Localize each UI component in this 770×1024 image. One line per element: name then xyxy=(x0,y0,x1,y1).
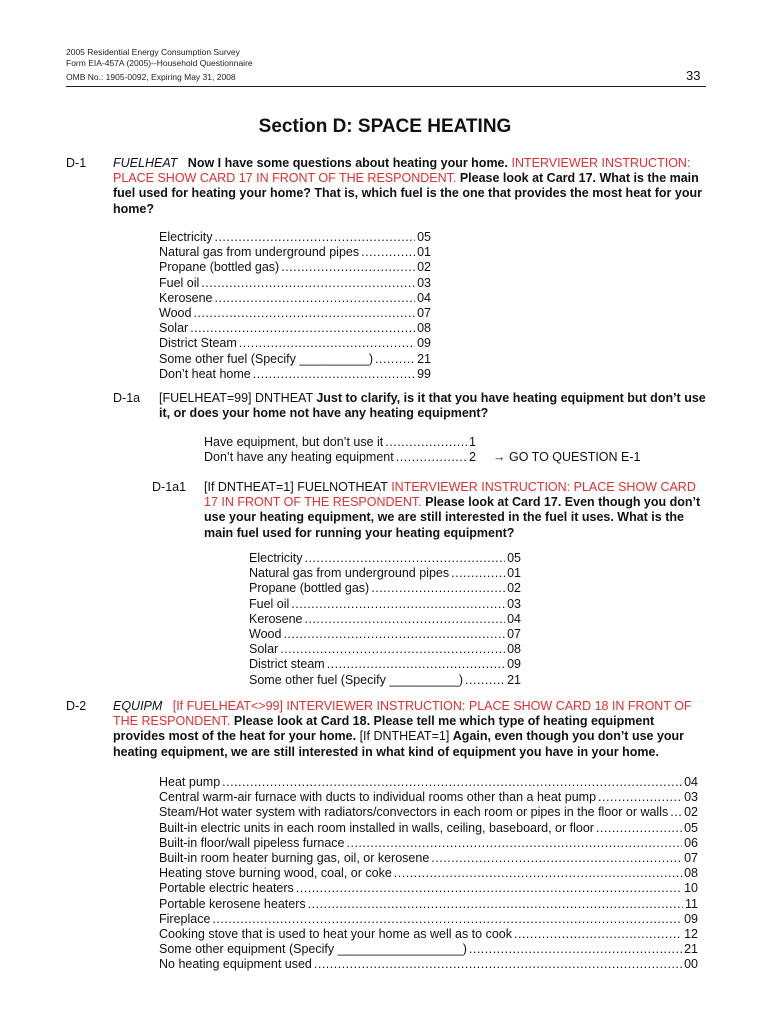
question-text: Please look at Card 18. Please tell me which type of heating equipment provides most of the heat for your home. xyxy=(113,714,655,744)
d1a1-options xyxy=(249,551,521,688)
form-id: Form EIA-457A (2005)--Household Questionnaire xyxy=(66,58,253,68)
dot-leader xyxy=(598,790,682,805)
answer-option xyxy=(159,912,698,927)
answer-option xyxy=(249,673,521,688)
option-code: 21 xyxy=(417,351,431,366)
var-name: [FUELHEAT=99] DNTHEAT xyxy=(159,391,313,405)
option-label: Wood xyxy=(159,306,192,321)
question-id-d1a1: D-1a1 xyxy=(152,480,187,494)
dot-leader xyxy=(193,306,415,321)
dot-leader xyxy=(514,927,682,942)
question-text: Please look at Card 17. Even though you don’t use your heating equipment, we are still interested in the fuel it uses. What is the main fuel used for running your heating equipment? xyxy=(204,495,701,540)
option-label: Built-in electric units in each room installed in walls, ceiling, baseboard, or floor xyxy=(159,820,594,835)
answer-option xyxy=(204,435,476,450)
option-label: Electricity xyxy=(159,230,213,244)
option-code: 21 xyxy=(684,942,698,957)
option-code: 08 xyxy=(507,642,521,657)
answer-option xyxy=(159,336,431,351)
dot-leader xyxy=(291,597,505,612)
answer-option xyxy=(249,597,521,612)
answer-option xyxy=(159,230,431,245)
condition: [If DNTHEAT=1] xyxy=(359,729,450,744)
var-name: [If DNTHEAT=1] FUELNOTHEAT xyxy=(204,480,388,494)
d1a-options xyxy=(204,435,476,465)
dot-leader xyxy=(308,897,683,912)
dot-leader xyxy=(201,276,415,291)
header-rule xyxy=(66,86,706,87)
option-label: Natural gas from underground pipes xyxy=(159,245,360,260)
dot-leader xyxy=(596,821,682,836)
option-code: 04 xyxy=(684,775,698,789)
question-d1a1-text xyxy=(204,480,707,541)
question-d1-text xyxy=(113,156,708,217)
dot-leader xyxy=(451,566,505,581)
option-label: Wood xyxy=(249,627,282,642)
option-label: Portable electric heaters xyxy=(159,881,294,896)
dot-leader xyxy=(215,291,416,306)
option-label: Some other equipment (Specify __________________) xyxy=(159,942,467,957)
question-text: Please look at Card 17. What is the main fuel used for heating your home? That is, which fuel is the one that provides the most heat for your home? xyxy=(113,171,702,216)
answer-option xyxy=(204,450,476,465)
option-code: 21 xyxy=(507,672,521,687)
option-label: Fireplace xyxy=(159,911,211,926)
question-d1a-text xyxy=(159,391,707,421)
answer-option xyxy=(159,321,431,336)
option-label: Propane (bottled gas) xyxy=(159,260,280,275)
option-label: Cooking stove that is used to heat your home as well as to cook xyxy=(159,927,512,942)
question-id-d2: D-2 xyxy=(66,699,87,713)
option-code: 02 xyxy=(507,581,521,596)
answer-option xyxy=(159,851,698,866)
option-label: Natural gas from underground pipes xyxy=(249,566,450,581)
skip-instruction: → GO TO QUESTION E-1 xyxy=(493,450,641,464)
dot-leader xyxy=(283,627,505,642)
option-code: 11 xyxy=(685,896,698,911)
dot-leader xyxy=(347,836,683,851)
interviewer-instruction: [If FUELHEAT<>99] INTERVIEWER INSTRUCTION: PLACE SHOW CARD 18 IN FRONT OF THE RESPONDENT. xyxy=(113,699,692,729)
answer-option xyxy=(159,352,431,367)
option-label: Propane (bottled gas) xyxy=(249,581,370,596)
option-label: Kerosene xyxy=(249,611,303,626)
option-label: Central warm-air furnace with ducts to individual rooms other than a heat pump xyxy=(159,790,597,805)
dot-leader xyxy=(327,657,505,672)
option-label: Built-in floor/wall pipeless furnace xyxy=(159,835,345,850)
question-text: Again, even though you don’t use your heating equipment, we are still interested in what kind of equipment you have in your home. xyxy=(113,729,685,759)
option-label: District Steam xyxy=(159,336,237,351)
answer-option xyxy=(159,805,698,820)
d2-options xyxy=(159,775,698,973)
dot-leader xyxy=(361,245,415,260)
option-code: 07 xyxy=(417,306,431,321)
answer-option xyxy=(159,821,698,836)
option-label: Steam/Hot water system with radiators/convectors in each room or pipes in the floor or walls xyxy=(159,805,669,820)
option-label: Don’t have any heating equipment xyxy=(204,450,394,465)
option-code: 01 xyxy=(417,245,431,260)
dot-leader xyxy=(222,775,682,790)
dot-leader xyxy=(670,805,682,820)
answer-option xyxy=(249,566,521,581)
dot-leader xyxy=(375,352,415,367)
section-title: Section D: SPACE HEATING xyxy=(258,116,512,137)
option-code: 09 xyxy=(684,911,698,926)
option-label: Portable kerosene heaters xyxy=(159,896,306,911)
dot-leader xyxy=(465,673,505,688)
option-label: Heat pump xyxy=(159,775,221,789)
dot-leader xyxy=(314,957,682,972)
dot-leader xyxy=(394,866,682,881)
dot-leader xyxy=(385,435,467,450)
question-d2-text xyxy=(113,699,708,760)
answer-option xyxy=(249,551,521,566)
dot-leader xyxy=(305,612,506,627)
dot-leader xyxy=(212,912,682,927)
option-label: Solar xyxy=(159,321,189,336)
option-code: 99 xyxy=(417,366,431,381)
answer-option xyxy=(159,245,431,260)
option-label: Some other fuel (Specify __________) xyxy=(159,351,374,366)
option-label: Heating stove burning wood, coal, or coke xyxy=(159,866,392,881)
option-code: 06 xyxy=(684,835,698,850)
dot-leader xyxy=(239,336,415,351)
answer-option xyxy=(159,790,698,805)
dot-leader xyxy=(281,260,415,275)
page-number: 33 xyxy=(686,68,701,83)
answer-option xyxy=(249,627,521,642)
interviewer-instruction: INTERVIEWER INSTRUCTION: PLACE SHOW CARD 17 IN FRONT OF THE RESPONDENT. xyxy=(113,156,691,186)
option-code: 08 xyxy=(684,866,698,881)
answer-option xyxy=(159,866,698,881)
option-label: Electricity xyxy=(249,551,303,565)
answer-option xyxy=(159,291,431,306)
option-code: 00 xyxy=(684,957,698,972)
omb-number: OMB No.: 1905-0092, Expiring May 31, 2008 xyxy=(66,72,236,82)
option-code: 10 xyxy=(684,881,698,896)
dot-leader xyxy=(371,581,505,596)
option-code: 1 xyxy=(469,435,476,449)
option-code: 02 xyxy=(684,805,698,820)
option-code: 03 xyxy=(507,596,521,611)
interviewer-instruction: INTERVIEWER INSTRUCTION: PLACE SHOW CARD 17 IN FRONT OF THE RESPONDENT. xyxy=(204,480,696,510)
var-name: EQUIPM xyxy=(113,699,163,713)
option-code: 04 xyxy=(507,611,521,626)
answer-option xyxy=(159,276,431,291)
option-label: Some other fuel (Specify __________) xyxy=(249,672,464,687)
dot-leader xyxy=(431,851,682,866)
dot-leader xyxy=(304,551,505,566)
answer-option xyxy=(159,957,698,972)
question-text: Just to clarify, is it that you have heating equipment but don’t use it, or does your home not have any heating equipment? xyxy=(159,391,706,421)
answer-option xyxy=(249,642,521,657)
answer-option xyxy=(159,306,431,321)
survey-title: 2005 Residential Energy Consumption Survey xyxy=(66,47,240,57)
option-code: 05 xyxy=(684,820,698,835)
dot-leader xyxy=(469,942,682,957)
answer-option xyxy=(159,367,431,382)
option-code: 05 xyxy=(417,230,431,244)
option-code: 05 xyxy=(507,551,521,565)
option-code: 03 xyxy=(684,790,698,805)
dot-leader xyxy=(214,230,415,245)
option-code: 04 xyxy=(417,290,431,305)
dot-leader xyxy=(280,642,505,657)
option-code: 2 xyxy=(469,450,476,465)
answer-option xyxy=(249,657,521,672)
question-id-d1: D-1 xyxy=(66,156,87,170)
dot-leader xyxy=(296,881,682,896)
dot-leader xyxy=(190,321,415,336)
option-code: 07 xyxy=(507,627,521,642)
answer-option xyxy=(159,897,698,912)
answer-option xyxy=(159,927,698,942)
option-label: Kerosene xyxy=(159,290,213,305)
dot-leader xyxy=(253,367,415,382)
option-label: Fuel oil xyxy=(249,596,290,611)
option-label: Built-in room heater burning gas, oil, or kerosene xyxy=(159,851,430,866)
option-code: 01 xyxy=(507,566,521,581)
option-code: 02 xyxy=(417,260,431,275)
option-code: 09 xyxy=(507,657,521,672)
option-code: 09 xyxy=(417,336,431,351)
option-label: Fuel oil xyxy=(159,275,200,290)
answer-option xyxy=(159,942,698,957)
answer-option xyxy=(249,581,521,596)
dot-leader xyxy=(396,450,467,465)
answer-option xyxy=(159,836,698,851)
d1-options xyxy=(159,230,431,382)
option-label: Don’t heat home xyxy=(159,366,251,381)
answer-option xyxy=(159,881,698,896)
answer-option xyxy=(159,775,698,790)
question-text: Now I have some questions about heating your home. xyxy=(187,156,508,170)
answer-option xyxy=(249,612,521,627)
option-label: Have equipment, but don’t use it xyxy=(204,435,384,449)
answer-option xyxy=(159,260,431,275)
option-label: Solar xyxy=(249,642,279,657)
option-code: 03 xyxy=(417,275,431,290)
var-name: FUELHEAT xyxy=(113,156,178,170)
option-code: 08 xyxy=(417,321,431,336)
option-label: No heating equipment used xyxy=(159,957,312,972)
question-id-d1a: D-1a xyxy=(113,391,141,405)
option-code: 12 xyxy=(684,927,698,942)
option-code: 07 xyxy=(684,851,698,866)
option-label: District steam xyxy=(249,657,325,672)
